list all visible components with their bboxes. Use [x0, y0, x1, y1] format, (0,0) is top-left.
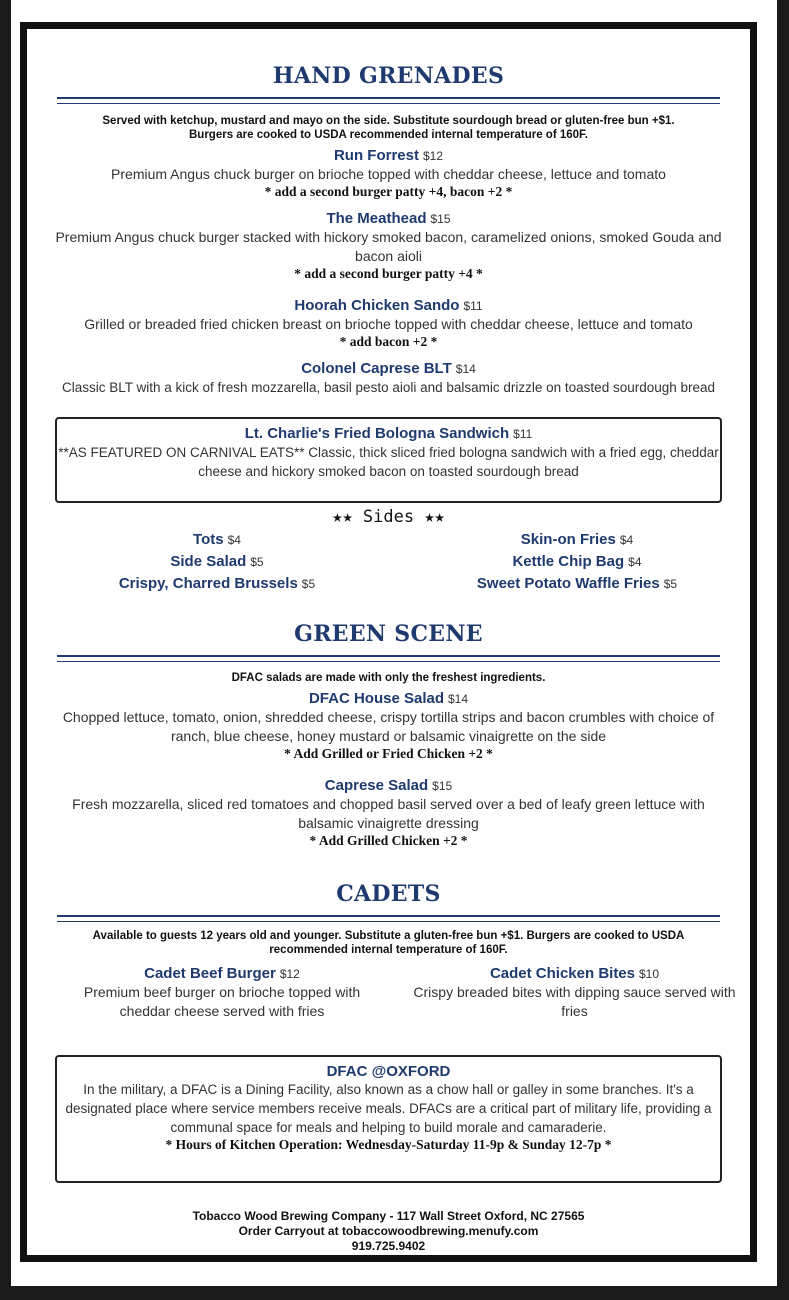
sides-left-column	[67, 529, 367, 595]
item-price: $11	[463, 299, 483, 313]
side-item: Sweet Potato Waffle Fries $5	[476, 575, 678, 592]
item-name: Caprese Salad	[324, 777, 429, 794]
menu-item-run-forrest	[47, 147, 730, 200]
item-addon: * Add Grilled Chicken +2 *	[309, 833, 468, 848]
hand-grenades-title: HAND GRENADES	[272, 63, 505, 89]
item-description: Premium beef burger on brioche topped with	[83, 984, 361, 1000]
footer-carryout: Order Carryout at tobaccowoodbrewing.menufy.com	[238, 1224, 539, 1238]
item-name: Run Forrest	[333, 147, 419, 164]
footer	[47, 1209, 730, 1254]
item-description: ranch, blue cheese, honey mustard or balsamic vinaigrette on the side	[170, 728, 607, 744]
item-description: Chopped lettuce, tomato, onion, shredded cheese, crispy tortilla strips and bacon crumbles with choice of	[62, 709, 715, 725]
item-description: fries	[561, 1003, 588, 1019]
section-divider	[57, 655, 720, 662]
menu-page	[11, 0, 777, 1286]
item-description: bacon aioli	[355, 248, 422, 264]
sides-right-column	[417, 529, 737, 595]
section-divider	[57, 915, 720, 922]
item-addon: * Add Grilled or Fried Chicken +2 *	[284, 746, 493, 761]
about-title: DFAC @OXFORD	[326, 1063, 451, 1080]
about-text: In the military, a DFAC is a Dining Facility, also known as a chow hall or galley in some branches. It's a	[83, 1082, 694, 1097]
kitchen-hours: * Hours of Kitchen Operation: Wednesday-Saturday 11-9p & Sunday 12-7p *	[165, 1137, 612, 1152]
item-description: cheddar cheese served with fries	[119, 1003, 325, 1019]
item-name: Colonel Caprese BLT	[301, 360, 452, 377]
item-description: Classic BLT with a kick of fresh mozzarella, basil pesto aioli and balsamic drizzle on toasted sourdough bread	[61, 380, 716, 395]
item-description: Fresh mozzarella, sliced red tomatoes and chopped basil served over a bed of leafy green lettuce with	[72, 796, 705, 812]
side-item: Kettle Chip Bag $4	[512, 553, 642, 570]
green-scene-title: GREEN SCENE	[294, 621, 483, 647]
side-item: Crispy, Charred Brussels $5	[118, 575, 316, 592]
menu-item-cadet-chicken-bites	[402, 965, 747, 1021]
item-addon: * add a second burger patty +4 *	[294, 266, 483, 281]
menu-item-caprese-salad	[47, 777, 730, 849]
cadets-note: Available to guests 12 years old and younger. Substitute a gluten-free bun +$1. Burgers are cooked to USDA recommended internal temperature of 160F.	[92, 930, 685, 956]
footer-phone: 919.725.9402	[351, 1239, 426, 1253]
item-name: The Meathead	[326, 210, 427, 227]
menu-item-cadet-beef-burger	[67, 965, 377, 1021]
item-name: Cadet Beef Burger	[144, 965, 276, 982]
item-addon: * add bacon +2 *	[339, 334, 438, 349]
featured-item-box	[55, 417, 722, 503]
item-description: balsamic vinaigrette dressing	[298, 815, 479, 831]
hand-grenades-note: Served with ketchup, mustard and mayo on the side. Substitute sourdough bread or gluten-free bun +$1. Burgers are cooked to USDA recommended internal temperature of 160F.	[102, 115, 675, 141]
item-name: DFAC House Salad	[308, 690, 444, 707]
item-name: Hoorah Chicken Sando	[294, 297, 460, 314]
side-item: Skin-on Fries $4	[520, 531, 634, 548]
featured-item-price: $11	[513, 427, 533, 441]
item-price: $10	[639, 967, 660, 981]
footer-address: Tobacco Wood Brewing Company - 117 Wall Street Oxford, NC 27565	[192, 1209, 585, 1223]
about-text: communal space for meals and helping to build morale and camaraderie.	[170, 1120, 607, 1135]
item-name: Cadet Chicken Bites	[489, 965, 635, 982]
about-box	[55, 1055, 722, 1183]
featured-item-description: **AS FEATURED ON CARNIVAL EATS** Classic, thick sliced fried bologna sandwich with a fried egg, cheddar	[58, 445, 719, 460]
item-description: Premium Angus chuck burger on brioche topped with cheddar cheese, lettuce and tomato	[111, 166, 666, 182]
green-scene-note: DFAC salads are made with only the freshest ingredients.	[231, 672, 546, 684]
featured-item-name: Lt. Charlie's Fried Bologna Sandwich	[244, 425, 510, 442]
menu-item-colonel-caprese	[47, 360, 730, 397]
item-price: $12	[422, 149, 444, 163]
menu-item-meathead	[47, 210, 730, 282]
menu-border	[20, 22, 757, 1262]
item-price: $15	[430, 212, 451, 226]
about-text: designated place where service members receive meals. DFACs are a critical part of military life, providing a	[65, 1101, 712, 1116]
side-item: Side Salad $5	[170, 553, 264, 570]
item-description: Premium Angus chuck burger stacked with hickory smoked bacon, caramelized onions, smoked Gouda and	[55, 229, 722, 245]
side-item: Tots $4	[193, 531, 241, 548]
item-price: $12	[279, 967, 300, 981]
item-price: $14	[455, 362, 476, 376]
item-description: Crispy breaded bites with dipping sauce served with	[413, 984, 736, 1000]
cadets-title: CADETS	[336, 881, 441, 907]
sides-title: ★★ Sides ★★	[332, 507, 445, 527]
item-price: $14	[448, 692, 469, 706]
menu-item-hoorah-chicken	[47, 297, 730, 350]
item-addon: * add a second burger patty +4, bacon +2 *	[264, 184, 513, 199]
featured-item-description: cheese and hickory smoked bacon on toasted sourdough bread	[198, 464, 579, 479]
section-divider	[57, 97, 720, 104]
item-price: $15	[432, 779, 453, 793]
item-description: Grilled or breaded fried chicken breast on brioche topped with cheddar cheese, lettuce and tomato	[84, 316, 693, 332]
menu-item-house-salad	[47, 690, 730, 762]
